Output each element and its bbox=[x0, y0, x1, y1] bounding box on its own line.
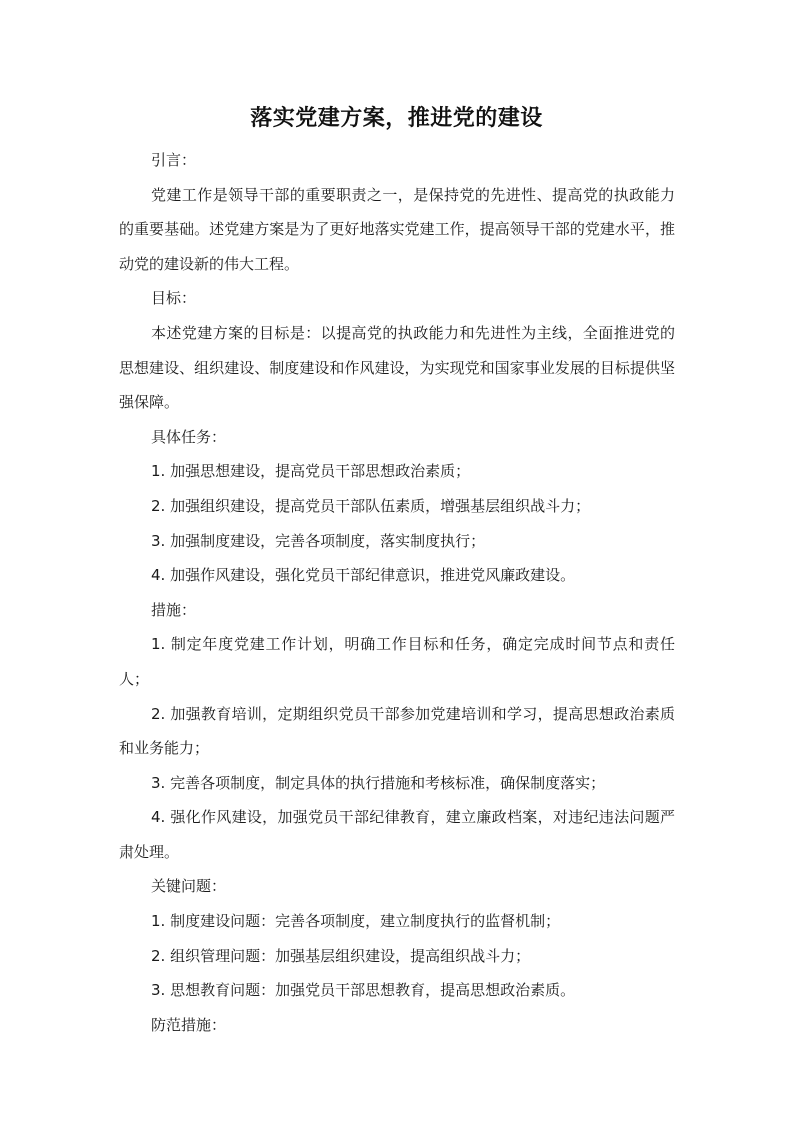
measure-item: 1. 制定年度党建工作计划，明确工作目标和任务，确定完成时间节点和责任人； bbox=[119, 635, 675, 688]
key-issue-item: 1. 制度建设问题：完善各项制度，建立制度执行的监督机制； bbox=[151, 912, 561, 931]
intro-paragraph: 党建工作是领导干部的重要职责之一，是保持党的先进性、提高党的执政能力的重要基础。述党建方案是为了更好地落实党建工作，提高领导干部的党建水平，推动党的建设新的伟大工程。 bbox=[119, 185, 675, 273]
section-heading-prevention: 防范措施： bbox=[151, 1015, 227, 1034]
task-item: 2. 加强组织建设，提高党员干部队伍素质，增强基层组织战斗力； bbox=[151, 496, 591, 515]
key-issue-item: 3. 思想教育问题：加强党员干部思想教育，提高思想政治素质。 bbox=[151, 981, 576, 1000]
measure-item: 3. 完善各项制度，制定具体的执行措施和考核标准，确保制度落实； bbox=[151, 773, 606, 792]
goal-paragraph: 本述党建方案的目标是：以提高党的执政能力和先进性为主线，全面推进党的思想建设、组织建设、制度建设和作风建设，为实现党和国家事业发展的目标提供坚强保障。 bbox=[119, 323, 675, 412]
section-heading-intro: 引言： bbox=[151, 151, 197, 169]
section-heading-measures: 措施： bbox=[151, 600, 197, 619]
document-body bbox=[119, 143, 675, 1042]
task-item: 3. 加强制度建设，完善各项制度，落实制度执行； bbox=[151, 531, 486, 550]
measure-item: 4. 强化作风建设，加强党员干部纪律教育，建立廉政档案，对违纪违法问题严肃处理。 bbox=[119, 808, 675, 861]
section-heading-key-issues: 关键问题： bbox=[151, 877, 227, 896]
document-title: 落实党建方案，推进党的建设 bbox=[250, 106, 543, 131]
section-heading-tasks: 具体任务： bbox=[151, 427, 227, 446]
task-item: 4. 加强作风建设，强化党员干部纪律意识，推进党风廉政建设。 bbox=[151, 566, 576, 585]
measure-item: 2. 加强教育培训，定期组织党员干部参加党建培训和学习，提高思想政治素质和业务能力； bbox=[119, 704, 675, 758]
section-heading-goal: 目标： bbox=[151, 289, 197, 308]
task-item: 1. 加强思想建设，提高党员干部思想政治素质； bbox=[151, 462, 471, 481]
key-issue-item: 2. 组织管理问题：加强基层组织建设，提高组织战斗力； bbox=[151, 946, 531, 965]
